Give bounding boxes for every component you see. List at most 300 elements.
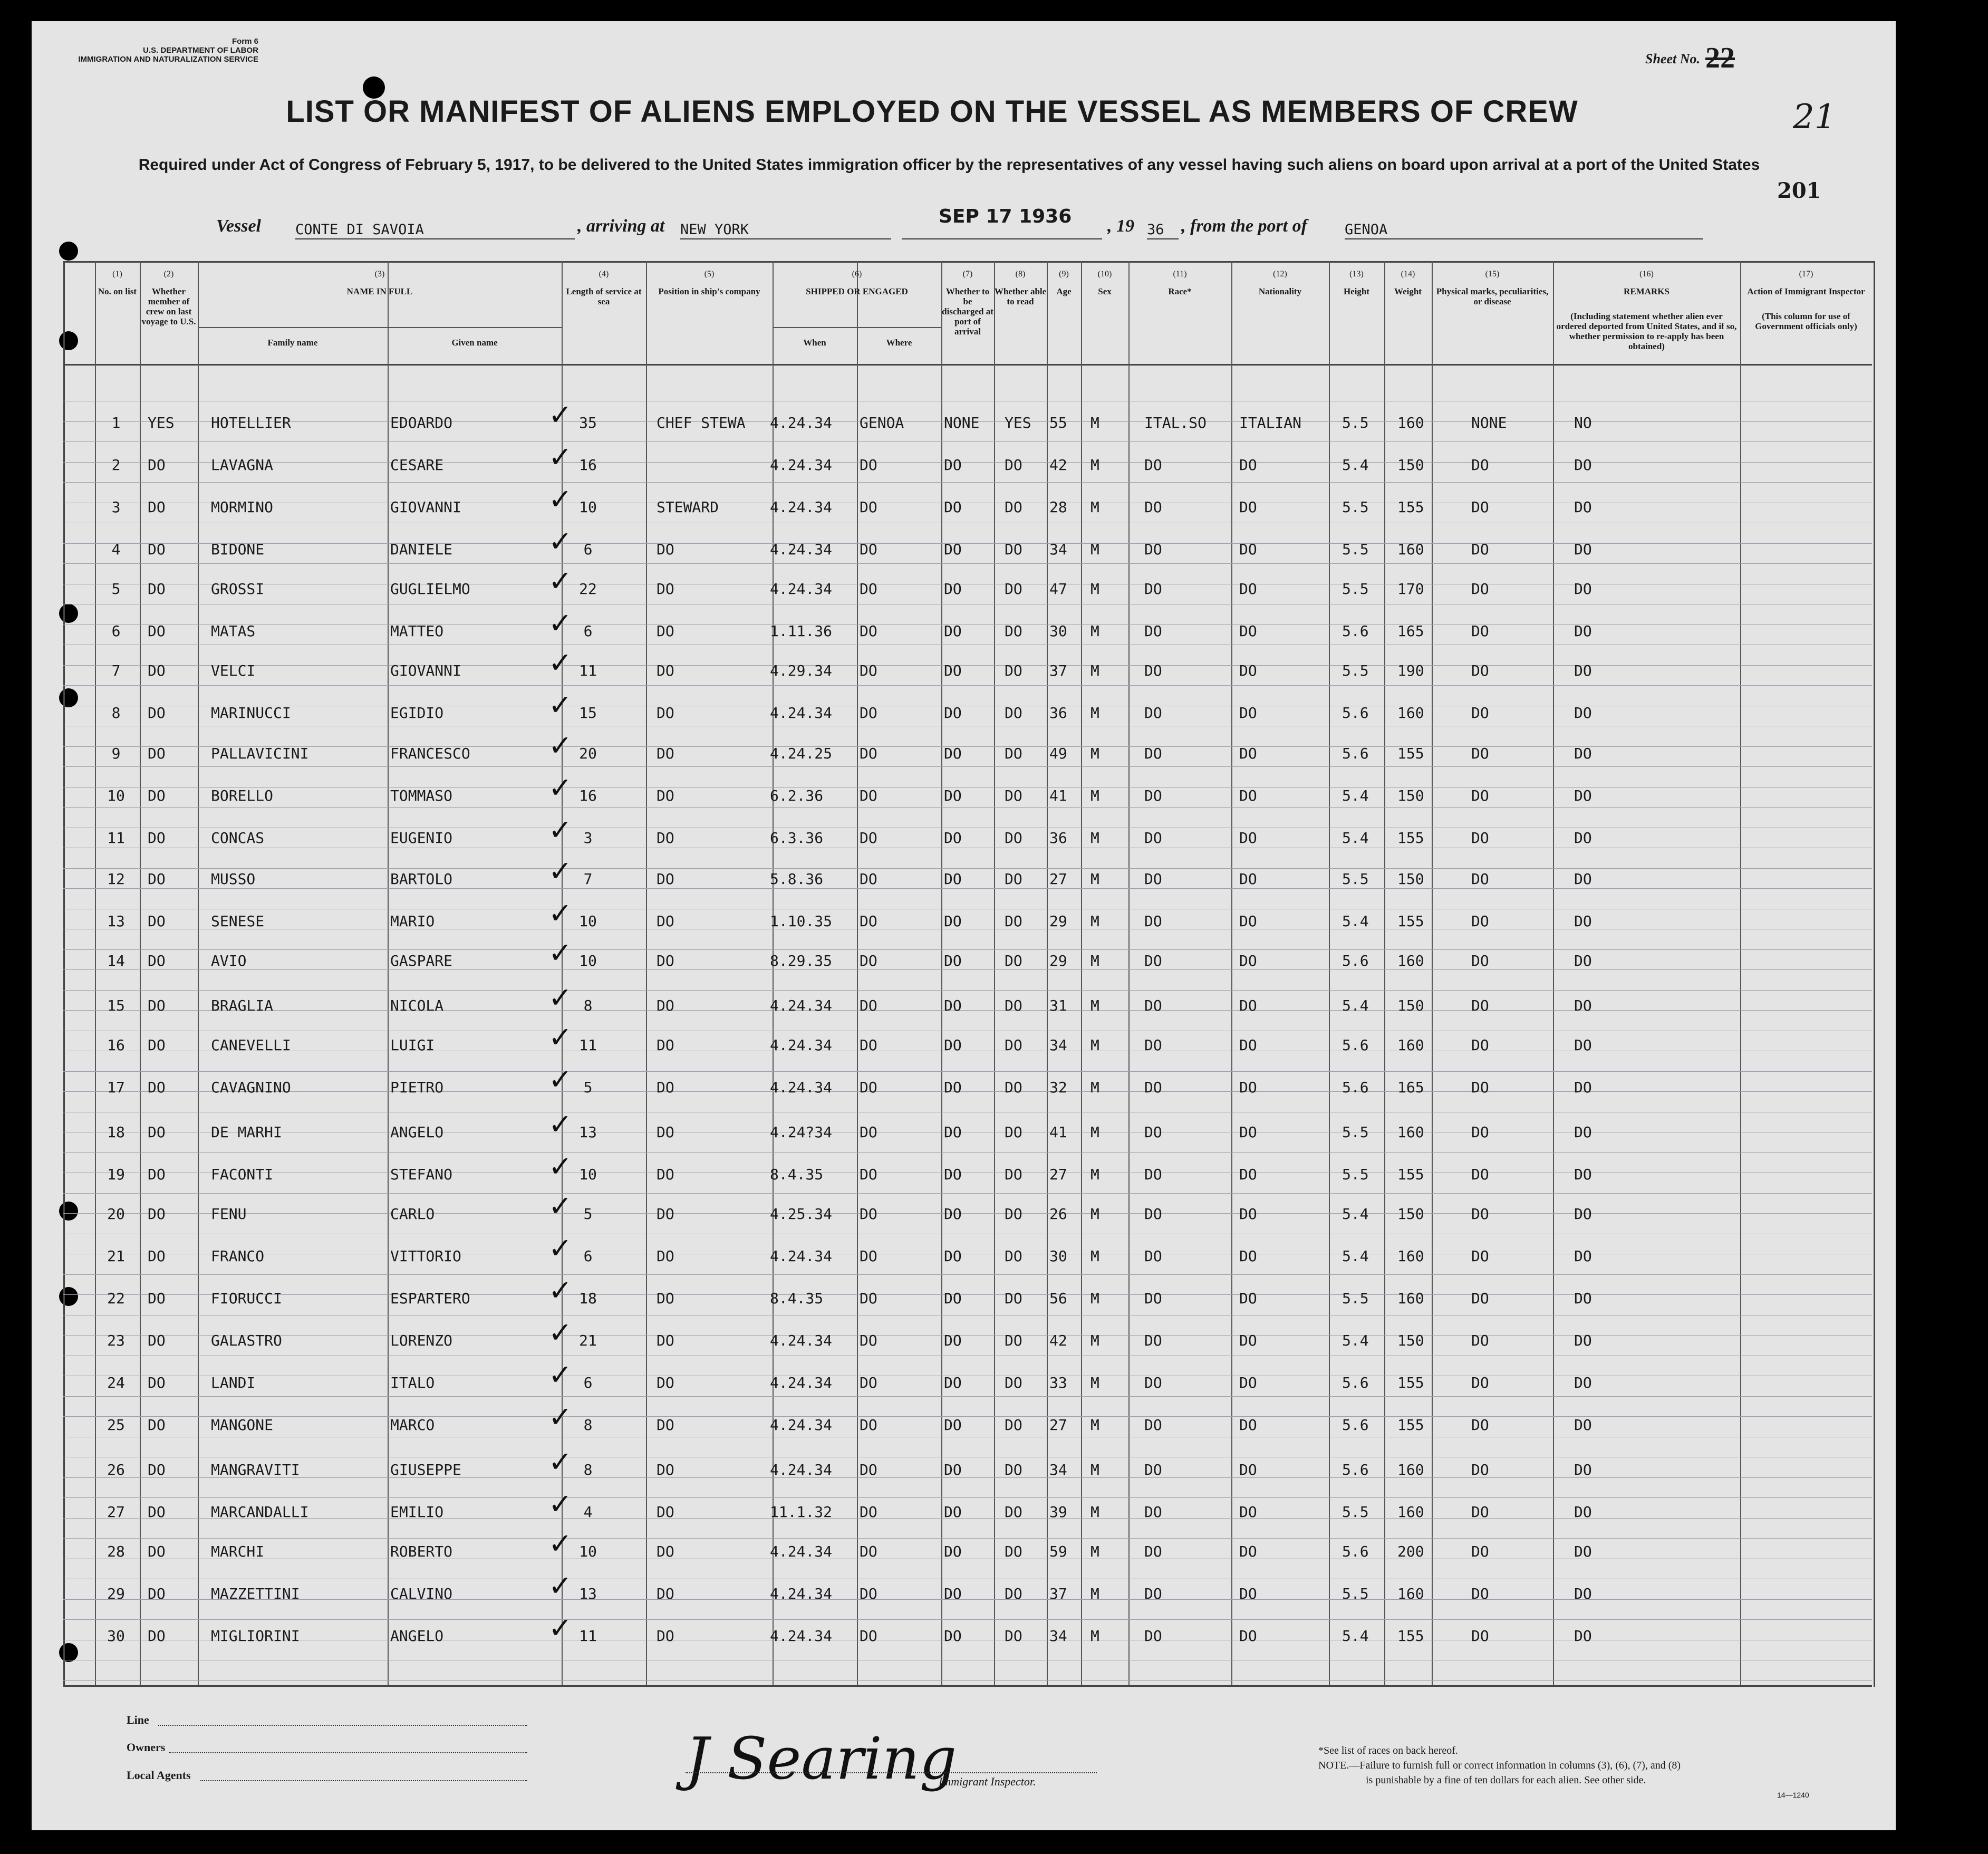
table-cell: 155 bbox=[1397, 1166, 1424, 1183]
table-cell: MATAS bbox=[211, 622, 256, 640]
table-cell: DO bbox=[657, 1585, 674, 1602]
checkmark-icon: ✓ bbox=[548, 1232, 573, 1265]
table-cell: 1 bbox=[111, 414, 121, 431]
table-cell: DO bbox=[657, 1205, 674, 1223]
table-cell: DO bbox=[1574, 541, 1592, 558]
table-cell: 4.29.34 bbox=[770, 662, 833, 679]
table-cell: ITALO bbox=[390, 1374, 435, 1391]
table-row bbox=[0, 729, 1988, 776]
table-cell: DO bbox=[1144, 1332, 1162, 1349]
table-cell: MANGRAVITI bbox=[211, 1461, 300, 1478]
table-cell: DO bbox=[148, 456, 166, 474]
table-cell: 5.6 bbox=[1342, 1543, 1369, 1560]
table-cell: DO bbox=[860, 1036, 877, 1054]
table-cell: DO bbox=[1239, 1627, 1257, 1645]
checkmark-icon: ✓ bbox=[548, 1150, 573, 1183]
table-cell: DO bbox=[860, 912, 877, 930]
table-cell: 5.6 bbox=[1342, 1374, 1369, 1391]
table-cell: DO bbox=[657, 1543, 674, 1560]
table-cell: 150 bbox=[1397, 456, 1424, 474]
table-cell: DO bbox=[1239, 997, 1257, 1014]
table-cell: MARCO bbox=[390, 1416, 435, 1434]
table-cell: DO bbox=[1005, 662, 1022, 679]
table-cell: DO bbox=[148, 580, 166, 598]
table-cell: 6 bbox=[111, 622, 121, 640]
immigrant-inspector-label: Immigrant Inspector. bbox=[939, 1775, 1036, 1788]
table-cell: DO bbox=[1574, 704, 1592, 722]
table-cell: NICOLA bbox=[390, 997, 444, 1014]
ruled-line bbox=[63, 1497, 1872, 1498]
arriving-label: , arriving at bbox=[577, 216, 665, 236]
table-cell: 27 bbox=[1049, 870, 1067, 888]
table-cell: 10 bbox=[579, 912, 597, 930]
table-cell: 5.5 bbox=[1342, 1123, 1369, 1141]
table-cell: DO bbox=[860, 1079, 877, 1096]
table-cell: 25 bbox=[107, 1416, 125, 1434]
table-cell: DO bbox=[1471, 1332, 1489, 1349]
table-cell: 11 bbox=[579, 1036, 597, 1054]
column-header: (14) Weight bbox=[1394, 270, 1422, 296]
table-cell: GIOVANNI bbox=[390, 498, 461, 516]
table-row bbox=[0, 1487, 1988, 1535]
table-cell: DO bbox=[944, 456, 962, 474]
table-cell: DO bbox=[1005, 622, 1022, 640]
table-row bbox=[0, 1021, 1988, 1068]
table-row bbox=[0, 646, 1988, 694]
table-cell: 6.3.36 bbox=[770, 829, 824, 847]
table-cell: 5.5 bbox=[1342, 1585, 1369, 1602]
table-cell: DO bbox=[1471, 1503, 1489, 1521]
arrival-year: 36 bbox=[1147, 222, 1179, 239]
table-cell: DO bbox=[1005, 1627, 1022, 1645]
table-row bbox=[0, 440, 1988, 488]
table-cell: 17 bbox=[107, 1079, 125, 1096]
table-cell: 37 bbox=[1049, 1585, 1067, 1602]
table-cell: DO bbox=[1471, 1543, 1489, 1560]
table-cell: DO bbox=[1005, 1543, 1022, 1560]
checkmark-icon: ✓ bbox=[548, 607, 573, 640]
table-row bbox=[0, 981, 1988, 1029]
table-cell: DO bbox=[1574, 1205, 1592, 1223]
table-cell: M bbox=[1090, 622, 1099, 640]
table-cell: DO bbox=[860, 1503, 877, 1521]
table-cell: 5.6 bbox=[1342, 704, 1369, 722]
table-cell: DO bbox=[1005, 1166, 1022, 1183]
table-cell: DO bbox=[944, 1374, 962, 1391]
table-cell: 5.5 bbox=[1342, 870, 1369, 888]
table-cell: 5.4 bbox=[1342, 456, 1369, 474]
table-cell: DO bbox=[1471, 1416, 1489, 1434]
column-header: (16) REMARKS bbox=[1624, 270, 1669, 296]
table-cell: 160 bbox=[1397, 1123, 1424, 1141]
table-cell: M bbox=[1090, 541, 1099, 558]
table-cell: DO bbox=[657, 829, 674, 847]
table-cell: EDOARDO bbox=[390, 414, 453, 431]
table-cell: BRAGLIA bbox=[211, 997, 274, 1014]
table-cell: GASPARE bbox=[390, 952, 453, 969]
table-cell: 160 bbox=[1397, 414, 1424, 431]
table-cell: PALLAVICINI bbox=[211, 745, 309, 762]
table-cell: DO bbox=[944, 1627, 962, 1645]
table-cell: DO bbox=[1239, 1461, 1257, 1478]
form-code: 14—1240 bbox=[1777, 1791, 1809, 1799]
table-cell: 160 bbox=[1397, 1290, 1424, 1307]
table-cell: DO bbox=[1144, 541, 1162, 558]
arrival-date-field bbox=[902, 222, 1102, 239]
table-cell: DO bbox=[1239, 1416, 1257, 1434]
table-cell: DO bbox=[148, 1123, 166, 1141]
table-cell: DO bbox=[657, 1627, 674, 1645]
table-cell: M bbox=[1090, 870, 1099, 888]
ruled-line bbox=[63, 1619, 1872, 1620]
column-header: (9) Age bbox=[1056, 270, 1072, 296]
table-cell: DO bbox=[148, 870, 166, 888]
table-cell: M bbox=[1090, 745, 1099, 762]
table-cell: 36 bbox=[1049, 829, 1067, 847]
table-cell: 5.6 bbox=[1342, 1036, 1369, 1054]
table-cell: DO bbox=[1144, 1416, 1162, 1434]
table-cell: DO bbox=[860, 1166, 877, 1183]
table-cell: 28 bbox=[1049, 498, 1067, 516]
table-cell: DO bbox=[1471, 829, 1489, 847]
header-divider bbox=[63, 364, 1872, 366]
table-cell: 3 bbox=[583, 829, 593, 847]
table-cell: DO bbox=[1239, 870, 1257, 888]
table-cell: DO bbox=[1471, 1290, 1489, 1307]
inspector-signature: J Searing bbox=[686, 1725, 957, 1792]
checkmark-icon: ✓ bbox=[548, 1527, 573, 1560]
vessel-label: Vessel bbox=[216, 216, 261, 236]
table-cell: DO bbox=[1239, 704, 1257, 722]
table-cell: 155 bbox=[1397, 829, 1424, 847]
table-cell: 4 bbox=[583, 1503, 593, 1521]
table-cell: DO bbox=[1144, 787, 1162, 804]
table-cell: DO bbox=[860, 1123, 877, 1141]
table-cell: 5.4 bbox=[1342, 1205, 1369, 1223]
table-cell: BARTOLO bbox=[390, 870, 453, 888]
checkmark-icon: ✓ bbox=[548, 1358, 573, 1391]
checkmark-icon: ✓ bbox=[548, 1611, 573, 1645]
table-cell: DO bbox=[1005, 541, 1022, 558]
table-cell: DO bbox=[860, 997, 877, 1014]
table-cell: 5.6 bbox=[1342, 1416, 1369, 1434]
table-row bbox=[0, 813, 1988, 861]
table-cell: GIUSEPPE bbox=[390, 1461, 461, 1478]
table-cell: DO bbox=[657, 541, 674, 558]
table-cell: DO bbox=[148, 1627, 166, 1645]
column-header: Where bbox=[886, 338, 912, 348]
table-cell: 24 bbox=[107, 1374, 125, 1391]
table-cell: YES bbox=[148, 414, 175, 431]
table-cell: DO bbox=[148, 1503, 166, 1521]
table-row bbox=[0, 1189, 1988, 1237]
table-cell: DO bbox=[1144, 1503, 1162, 1521]
table-cell: DO bbox=[1239, 829, 1257, 847]
table-cell: DO bbox=[860, 622, 877, 640]
table-cell: DO bbox=[944, 1461, 962, 1478]
table-cell: 12 bbox=[107, 870, 125, 888]
table-cell: DO bbox=[1471, 1205, 1489, 1223]
table-cell: DO bbox=[1574, 1585, 1592, 1602]
table-cell: 11.1.32 bbox=[770, 1503, 833, 1521]
table-cell: 41 bbox=[1049, 787, 1067, 804]
table-cell: 4.24.34 bbox=[770, 1627, 833, 1645]
checkmark-icon: ✓ bbox=[548, 525, 573, 558]
checkmark-icon: ✓ bbox=[548, 771, 573, 804]
table-cell: 8 bbox=[583, 997, 593, 1014]
table-cell: DO bbox=[1471, 745, 1489, 762]
table-cell: 4.24.34 bbox=[770, 456, 833, 474]
table-cell: 4.24.34 bbox=[770, 1543, 833, 1560]
table-cell: DO bbox=[1239, 662, 1257, 679]
table-cell: 19 bbox=[107, 1166, 125, 1183]
table-cell: DO bbox=[1005, 870, 1022, 888]
table-cell: DO bbox=[1239, 622, 1257, 640]
checkmark-icon: ✓ bbox=[548, 1063, 573, 1096]
table-cell: DO bbox=[944, 1332, 962, 1349]
table-cell: 10 bbox=[579, 498, 597, 516]
table-cell: DO bbox=[1471, 498, 1489, 516]
table-cell: M bbox=[1090, 580, 1099, 598]
table-cell: DO bbox=[148, 1543, 166, 1560]
table-cell: 155 bbox=[1397, 745, 1424, 762]
table-cell: DO bbox=[1471, 704, 1489, 722]
table-row bbox=[0, 771, 1988, 819]
table-cell: 21 bbox=[107, 1247, 125, 1265]
table-cell: CANEVELLI bbox=[211, 1036, 291, 1054]
table-cell: DO bbox=[1574, 1374, 1592, 1391]
table-cell: DO bbox=[1239, 1247, 1257, 1265]
table-cell: DO bbox=[860, 456, 877, 474]
table-cell: DO bbox=[860, 541, 877, 558]
column-header: (3) NAME IN FULL bbox=[346, 270, 413, 296]
checkmark-icon: ✓ bbox=[548, 398, 573, 431]
table-cell: 11 bbox=[579, 1627, 597, 1645]
table-cell: 33 bbox=[1049, 1374, 1067, 1391]
table-cell: DO bbox=[1144, 1374, 1162, 1391]
table-cell: 160 bbox=[1397, 1036, 1424, 1054]
table-cell: 56 bbox=[1049, 1290, 1067, 1307]
table-cell: M bbox=[1090, 1205, 1099, 1223]
table-cell: 16 bbox=[107, 1036, 125, 1054]
table-cell: MARCANDALLI bbox=[211, 1503, 309, 1521]
table-cell: 6 bbox=[583, 541, 593, 558]
table-cell: ITAL.SO bbox=[1144, 414, 1207, 431]
table-cell: NO bbox=[1574, 414, 1592, 431]
table-cell: DO bbox=[1471, 622, 1489, 640]
table-cell: DO bbox=[1144, 1123, 1162, 1141]
table-cell: DO bbox=[860, 1247, 877, 1265]
table-cell: LANDI bbox=[211, 1374, 256, 1391]
checkmark-icon: ✓ bbox=[548, 646, 573, 679]
table-cell: 10 bbox=[579, 1543, 597, 1560]
table-cell: 150 bbox=[1397, 997, 1424, 1014]
from-port-label: , from the port of bbox=[1181, 216, 1307, 236]
table-cell: CONCAS bbox=[211, 829, 265, 847]
table-cell: 5 bbox=[111, 580, 121, 598]
table-cell: 160 bbox=[1397, 1461, 1424, 1478]
table-cell: DO bbox=[1574, 1627, 1592, 1645]
table-row bbox=[0, 1108, 1988, 1155]
table-cell: DO bbox=[1471, 1247, 1489, 1265]
table-row bbox=[0, 1358, 1988, 1406]
table-cell: 160 bbox=[1397, 1585, 1424, 1602]
table-cell: DO bbox=[1005, 1461, 1022, 1478]
table-cell: DO bbox=[944, 997, 962, 1014]
table-cell: DO bbox=[944, 1036, 962, 1054]
form-identifier: Form 6 U.S. DEPARTMENT OF LABOR IMMIGRATION AND NATURALIZATION SERVICE bbox=[78, 37, 258, 64]
table-cell: M bbox=[1090, 1166, 1099, 1183]
column-header: (2) Whether member of crew on last voyage to U.S. bbox=[141, 270, 196, 326]
checkmark-icon: ✓ bbox=[548, 981, 573, 1014]
table-cell: DO bbox=[148, 1332, 166, 1349]
table-cell: 32 bbox=[1049, 1079, 1067, 1096]
table-cell: STEWARD bbox=[657, 498, 719, 516]
table-cell: 1.10.35 bbox=[770, 912, 833, 930]
table-cell: DO bbox=[860, 829, 877, 847]
table-cell: DO bbox=[657, 1036, 674, 1054]
table-cell: DO bbox=[1239, 498, 1257, 516]
table-cell: NONE bbox=[944, 414, 980, 431]
table-cell: DO bbox=[860, 704, 877, 722]
table-cell: DO bbox=[1005, 498, 1022, 516]
table-cell: 165 bbox=[1397, 1079, 1424, 1096]
table-row bbox=[0, 1569, 1988, 1617]
table-cell: DO bbox=[657, 1332, 674, 1349]
table-cell: DO bbox=[1144, 456, 1162, 474]
table-cell: HOTELLIER bbox=[211, 414, 291, 431]
column-header: (6) SHIPPED OR ENGAGED bbox=[806, 270, 908, 296]
table-cell: DO bbox=[944, 1205, 962, 1223]
checkmark-icon: ✓ bbox=[548, 936, 573, 969]
table-cell: 5.6 bbox=[1342, 745, 1369, 762]
table-cell: M bbox=[1090, 1036, 1099, 1054]
table-cell: DO bbox=[944, 662, 962, 679]
table-row bbox=[0, 1232, 1988, 1279]
table-cell: DO bbox=[1574, 1503, 1592, 1521]
table-cell: EMILIO bbox=[390, 1503, 444, 1521]
table-cell: DO bbox=[1574, 1036, 1592, 1054]
table-cell: NONE bbox=[1471, 414, 1507, 431]
table-cell: 190 bbox=[1397, 662, 1424, 679]
checkmark-icon: ✓ bbox=[548, 729, 573, 762]
table-cell: 5.4 bbox=[1342, 1247, 1369, 1265]
table-cell: BIDONE bbox=[211, 541, 265, 558]
table-cell: 155 bbox=[1397, 1416, 1424, 1434]
table-cell: M bbox=[1090, 456, 1099, 474]
table-cell: DO bbox=[657, 1290, 674, 1307]
table-cell: DO bbox=[1574, 1332, 1592, 1349]
column-header: (13) Height bbox=[1343, 270, 1370, 296]
table-cell: DO bbox=[148, 1205, 166, 1223]
table-cell: 35 bbox=[579, 414, 597, 431]
table-cell: 20 bbox=[107, 1205, 125, 1223]
table-cell: 22 bbox=[579, 580, 597, 598]
table-cell: 34 bbox=[1049, 1461, 1067, 1478]
checkmark-icon: ✓ bbox=[548, 813, 573, 847]
table-cell: DO bbox=[1144, 1543, 1162, 1560]
table-cell: 7 bbox=[583, 870, 593, 888]
column-header: (11) Race* bbox=[1168, 270, 1192, 296]
table-cell: DO bbox=[148, 1166, 166, 1183]
table-cell: 10 bbox=[579, 952, 597, 969]
table-cell: DO bbox=[1239, 912, 1257, 930]
table-cell: DO bbox=[1144, 1166, 1162, 1183]
table-cell: DO bbox=[944, 952, 962, 969]
table-cell: DO bbox=[860, 1461, 877, 1478]
table-cell: 5.4 bbox=[1342, 997, 1369, 1014]
table-cell: MANGONE bbox=[211, 1416, 274, 1434]
table-cell: DO bbox=[657, 1247, 674, 1265]
table-cell: 29 bbox=[107, 1585, 125, 1602]
table-cell: DO bbox=[1144, 1079, 1162, 1096]
table-cell: DO bbox=[860, 662, 877, 679]
table-cell: 4.24.34 bbox=[770, 1374, 833, 1391]
table-cell: 4.24.34 bbox=[770, 1247, 833, 1265]
column-header: Family name bbox=[267, 338, 318, 348]
table-cell: DO bbox=[1144, 1627, 1162, 1645]
table-cell: DO bbox=[1574, 1290, 1592, 1307]
column-header: (10) Sex bbox=[1097, 270, 1112, 296]
ruled-line bbox=[63, 1071, 1872, 1072]
table-cell: 4.24.34 bbox=[770, 704, 833, 722]
table-cell: 47 bbox=[1049, 580, 1067, 598]
table-row bbox=[0, 607, 1988, 654]
table-cell: 6 bbox=[583, 1247, 593, 1265]
ruled-line bbox=[63, 1538, 1872, 1539]
table-cell: DO bbox=[1574, 1079, 1592, 1096]
column-header: (15) Physical marks, peculiarities, or disease bbox=[1436, 270, 1549, 306]
owners-label: Owners bbox=[127, 1741, 166, 1754]
column-header: When bbox=[803, 338, 826, 348]
table-cell: 42 bbox=[1049, 456, 1067, 474]
table-cell: ITALIAN bbox=[1239, 414, 1302, 431]
table-cell: 160 bbox=[1397, 704, 1424, 722]
table-cell: DO bbox=[657, 745, 674, 762]
table-cell: DO bbox=[148, 1079, 166, 1096]
table-cell: DO bbox=[1144, 1247, 1162, 1265]
table-cell: DO bbox=[860, 1205, 877, 1223]
table-cell: 10 bbox=[579, 1166, 597, 1183]
table-cell: 5.5 bbox=[1342, 1503, 1369, 1521]
table-cell: 155 bbox=[1397, 1374, 1424, 1391]
table-cell: DO bbox=[1574, 1166, 1592, 1183]
table-cell: DO bbox=[657, 997, 674, 1014]
table-cell: 39 bbox=[1049, 1503, 1067, 1521]
table-cell: MORMINO bbox=[211, 498, 274, 516]
table-cell: DO bbox=[657, 952, 674, 969]
table-cell: DO bbox=[944, 829, 962, 847]
table-cell: 30 bbox=[1049, 1247, 1067, 1265]
table-cell: DO bbox=[944, 1543, 962, 1560]
table-cell: 5.5 bbox=[1342, 580, 1369, 598]
table-cell: DO bbox=[1239, 745, 1257, 762]
column-header: (This column for use of Government officials only) bbox=[1755, 311, 1857, 331]
table-cell: DO bbox=[1005, 456, 1022, 474]
table-cell: DO bbox=[944, 1503, 962, 1521]
table-cell: CARLO bbox=[390, 1205, 435, 1223]
table-cell: 5.4 bbox=[1342, 787, 1369, 804]
table-cell: DO bbox=[1471, 1585, 1489, 1602]
table-cell: DO bbox=[657, 622, 674, 640]
table-cell: CESARE bbox=[390, 456, 444, 474]
table-cell: M bbox=[1090, 1079, 1099, 1096]
column-header: (8) Whether able to read bbox=[994, 270, 1047, 306]
table-cell: 5 bbox=[583, 1079, 593, 1096]
table-cell: BORELLO bbox=[211, 787, 274, 804]
table-cell: DO bbox=[944, 787, 962, 804]
table-cell: M bbox=[1090, 1416, 1099, 1434]
